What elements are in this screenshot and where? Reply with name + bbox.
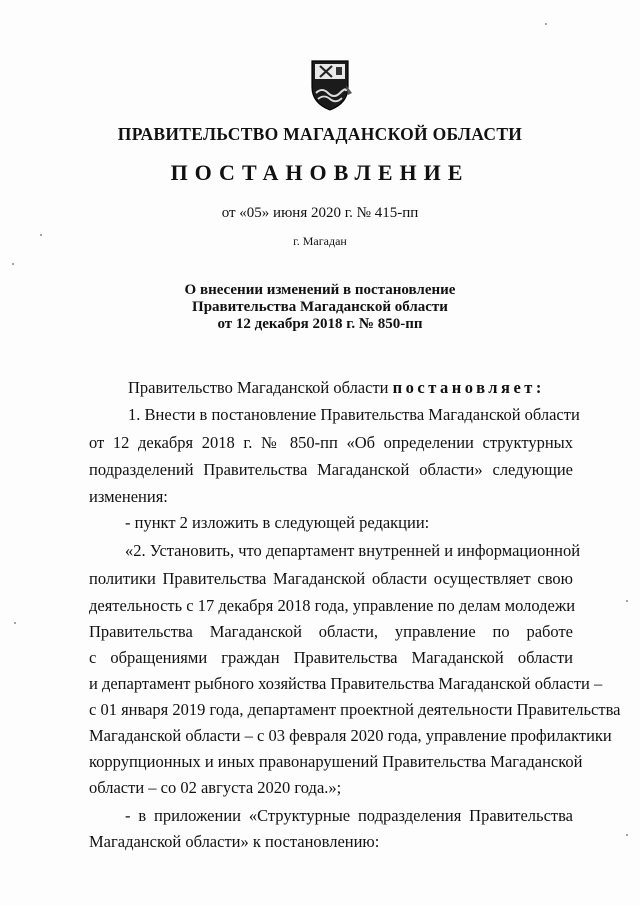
paragraph-line: с 01 января 2019 года, департамент проектной деятельности Правительства [89,700,621,719]
paragraph-line: от 12 декабря 2018 г. № 850-пп «Об определении структурных [89,433,573,452]
scan-speck [626,600,628,602]
paragraph-line: Магаданской области» к постановлению: [89,832,380,851]
document-city: г. Магадан [293,234,347,248]
title-line: от 12 декабря 2018 г. № 850-пп [217,316,423,332]
paragraph-line: Правительства Магаданской области, управление по работе [89,622,573,641]
document-date-number: от «05» июня 2020 г. № 415-пп [221,205,419,221]
paragraph-line: Магаданской области – с 03 февраля 2020 года, управление профилактики [89,726,612,745]
paragraph-line: и департамент рыбного хозяйства Правительства Магаданской области – [89,674,603,693]
scan-speck [12,263,14,265]
intro-line [128,378,573,398]
paragraph-line: «2. Установить, что департамент внутренней и информационной [125,541,581,560]
title-line: Правительства Магаданской области [192,299,448,315]
intro-verb: постановляет: [392,378,545,397]
document-title [0,282,640,333]
paragraph-line: области – со 02 августа 2020 года.»; [89,778,342,797]
scan-speck [626,834,628,836]
paragraph-line: с обращениями граждан Правительства Магаданской области [89,648,573,667]
government-name: ПРАВИТЕЛЬСТВО МАГАДАНСКОЙ ОБЛАСТИ [117,124,523,144]
paragraph-line: - в приложении «Структурные подразделения Правительства [125,806,573,825]
paragraph-line: деятельность с 17 декабря 2018 года, управление по делам молодежи [89,596,576,615]
paragraph-line: - пункт 2 изложить в следующей редакции: [125,513,430,532]
paragraph-line: изменения: [89,487,168,506]
paragraph-line: 1. Внести в постановление Правительства Магаданской области [128,405,580,424]
scan-speck [40,234,42,236]
paragraph-line: подразделений Правительства Магаданской области» следующие [89,460,573,479]
scan-speck [14,622,16,624]
magadan-coat-of-arms-icon [302,57,358,113]
document-type: ПОСТАНОВЛЕНИЕ [170,160,470,185]
paragraph-line: коррупционных и иных правонарушений Правительства Магаданской [89,752,583,771]
scan-speck [545,23,547,25]
title-line: О внесении изменений в постановление [184,282,456,298]
intro-prefix: Правительство Магаданской области [128,378,389,397]
paragraph-line: политики Правительства Магаданской области осуществляет свою [89,569,573,588]
